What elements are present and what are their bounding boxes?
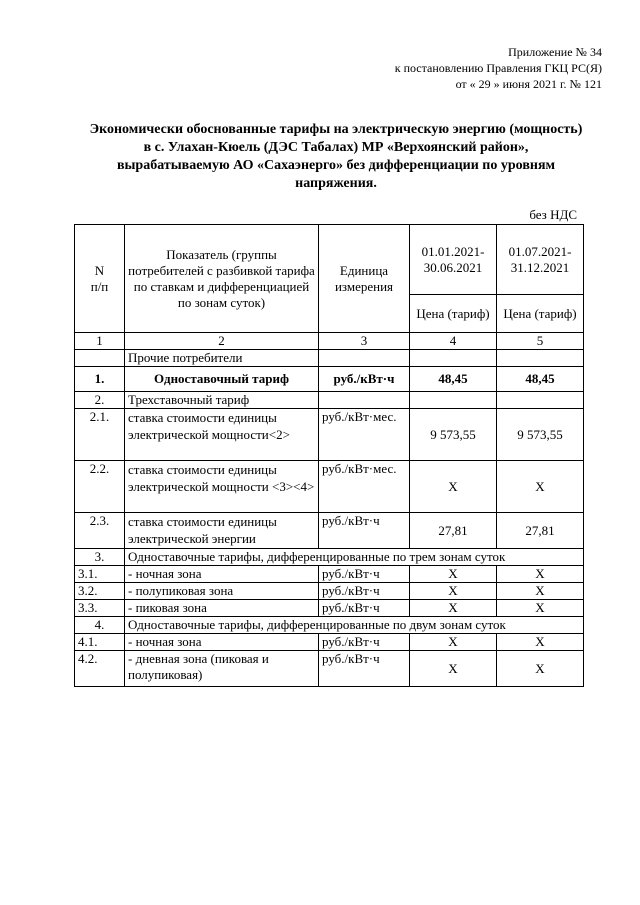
column-number: 1 [75, 333, 125, 350]
column-number: 5 [497, 333, 584, 350]
table-row: 4.2. - дневная зона (пиковая и полупиковая) руб./кВт·ч X X [75, 651, 584, 687]
group-row [75, 350, 584, 367]
vat-note: без НДС [529, 207, 577, 222]
header-period-2: 01.07.2021-31.12.2021 [497, 225, 584, 295]
document-header [395, 44, 602, 92]
document-title [56, 121, 616, 193]
column-number: 2 [125, 333, 319, 350]
header-price-1: Цена (тариф) [410, 295, 497, 333]
header-indicator: Показатель (группы потребителей с разбивкой тарифа по ставкам и дифференциацией по зонам суток) [125, 225, 319, 333]
table-header-row [75, 225, 584, 295]
table-row: 3. Одноставочные тарифы, дифференцированные по трем зонам суток [75, 549, 584, 566]
table-row: 1. Одноставочный тариф руб./кВт·ч 48,45 48,45 [75, 367, 584, 392]
table-row: 2.2. ставка стоимости единицы электрической мощности <3><4> руб./кВт·мес. X X [75, 461, 584, 513]
column-number-row [75, 333, 584, 350]
header-unit: Единица измерения [319, 225, 410, 333]
table-row: 3.2. - полупиковая зона руб./кВт·ч X X [75, 583, 584, 600]
title-line-3: вырабатываемую АО «Сахаэнерго» без дифференциации по уровням [116, 158, 556, 173]
title-line-2: в с. Улахан-Кюель (ДЭС Табалах) МР «Верхоянский район», [143, 140, 529, 155]
appendix-number: Приложение № 34 [508, 45, 602, 59]
table-row: 2. Трехставочный тариф [75, 392, 584, 409]
resolution-date: от « 29 » июня 2021 г. № 121 [455, 77, 602, 91]
column-number: 3 [319, 333, 410, 350]
group-label: Прочие потребители [125, 350, 319, 367]
column-number: 4 [410, 333, 497, 350]
table-row: 3.1. - ночная зона руб./кВт·ч X X [75, 566, 584, 583]
table-row: 2.3. ставка стоимости единицы электрической энергии руб./кВт·ч 27,81 27,81 [75, 513, 584, 549]
title-line-1: Экономически обоснованные тарифы на электрическую энергию (мощность) [89, 122, 583, 137]
table-row: 4. Одноставочные тарифы, дифференцированные по двум зонам суток [75, 617, 584, 634]
resolution-ref: к постановлению Правления ГКЦ РС(Я) [394, 61, 602, 75]
tariff-table [74, 224, 584, 687]
header-price-2: Цена (тариф) [497, 295, 584, 333]
table-row: 2.1. ставка стоимости единицы электрической мощности<2> руб./кВт·мес. 9 573,55 9 573,55 [75, 409, 584, 461]
table-row: 3.3. - пиковая зона руб./кВт·ч X X [75, 600, 584, 617]
header-period-1: 01.01.2021-30.06.2021 [410, 225, 497, 295]
title-line-4: напряжения. [295, 176, 377, 191]
table-row: 4.1. - ночная зона руб./кВт·ч X X [75, 634, 584, 651]
header-num: N п/п [75, 225, 125, 333]
